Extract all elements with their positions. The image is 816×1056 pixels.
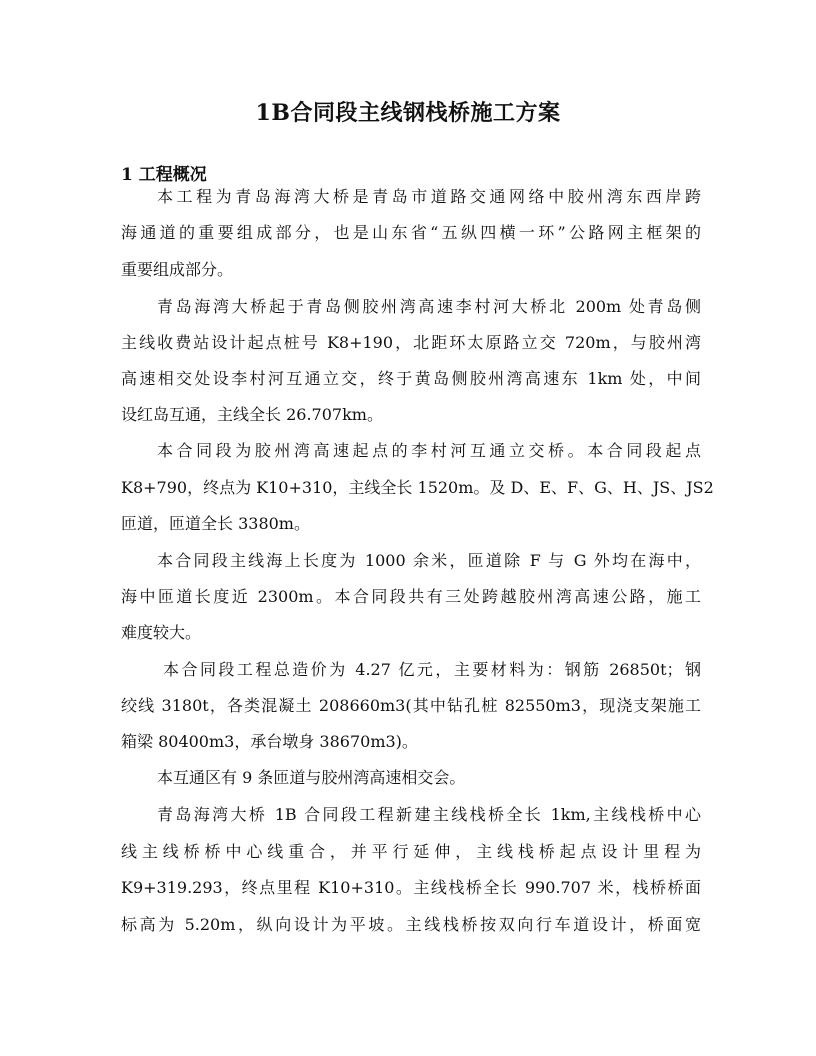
body-line: K9+319.293，终点里程 K10+310。主线栈桥全长 990.707 米，栈桥桥面 [121, 878, 701, 897]
body-line: 海通道的重要组成部分，也是山东省“五纵四横一环”公路网主框架的 [121, 223, 701, 242]
document-title: 1B合同段主线钢栈桥施工方案 [255, 100, 561, 126]
body-line: K8+790，终点为 K10+310，主线全长 1520m。及 D、E、F、G、H、JS、JS2 [121, 478, 714, 497]
body-line: 本合同段为胶州湾高速起点的李村河互通立交桥。本合同段起点 [157, 441, 701, 460]
body-line: 青岛海湾大桥 1B 合同段工程新建主线栈桥全长 1km,主线栈桥中心 [157, 805, 701, 824]
body-line: 设红岛互通，主线全长 26.707km。 [121, 405, 383, 424]
body-line: 线主线桥桥中心线重合，并平行延伸，主线栈桥起点设计里程为 [121, 842, 701, 861]
body-line: 重要组成部分。 [121, 260, 234, 279]
body-line: 青岛海湾大桥起于青岛侧胶州湾高速李村河大桥北 200m 处青岛侧 [157, 297, 701, 316]
body-line: 箱梁 80400m3，承台墩身 38670m3)。 [121, 732, 418, 751]
body-line: 标高为 5.20m，纵向设计为平坡。主线栈桥按双向行车道设计，桥面宽 [121, 915, 701, 934]
body-line: 难度较大。 [121, 623, 202, 642]
body-line: 本工程为青岛海湾大桥是青岛市道路交通网络中胶州湾东西岸跨 [157, 187, 701, 206]
body-line: 本合同段主线海上长度为 1000 余米，匝道除 F 与 G 外均在海中， [157, 551, 701, 570]
body-line: 高速相交处设李村河互通立交，终于黄岛侧胶州湾高速东 1km 处，中间 [121, 369, 701, 388]
section-heading-overview: 1 工程概况 [121, 165, 207, 185]
body-line: 海中匝道长度近 2300m。本合同段共有三处跨越胶州湾高速公路，施工 [121, 587, 701, 606]
body-line: 绞线 3180t，各类混凝土 208660m3(其中钻孔桩 82550m3，现浇支架施工 [121, 696, 701, 715]
body-line: 匝道，匝道全长 3380m。 [121, 514, 310, 533]
body-line: 本合同段工程总造价为 4.27 亿元，主要材料为：钢筋 26850t；钢 [163, 660, 701, 679]
body-line: 本互通区有 9 条匝道与胶州湾高速相交会。 [157, 768, 466, 787]
body-line: 主线收费站设计起点桩号 K8+190，北距环太原路立交 720m，与胶州湾 [121, 333, 701, 352]
